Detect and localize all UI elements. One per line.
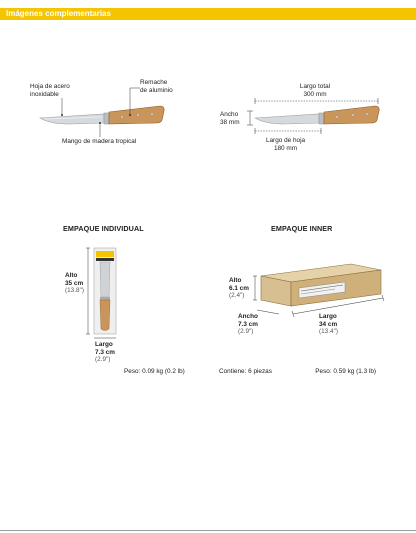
individual-length-label: Largo 7.3 cm (2.9") [95, 341, 115, 363]
inner-contents: Contiene: 6 piezas [219, 368, 272, 375]
rivet-label: Remache de aluminio [140, 79, 173, 94]
individual-pack-title: EMPAQUE INDIVIDUAL [63, 224, 144, 233]
handle-label: Mango de madera tropical [62, 138, 137, 145]
inner-length-label: Largo 34 cm (13.4") [319, 313, 338, 335]
section-title: Imágenes complementarias [6, 9, 111, 18]
footer-divider [0, 530, 416, 531]
width-label: Ancho 38 mm [220, 111, 240, 126]
inner-pack-title: EMPAQUE INNER [271, 224, 333, 233]
inner-weight: Peso: 0.59 kg (1.3 lb) [315, 368, 376, 375]
inner-height-label: Alto 6.1 cm (2.4") [229, 277, 249, 299]
individual-height-label: Alto 35 cm (13.8") [65, 272, 84, 294]
individual-weight: Peso: 0.09 kg (0.2 lb) [124, 368, 185, 375]
blade-label: Hoja de acero inoxidable [30, 83, 70, 98]
inner-width-label: Ancho 7.3 cm (2.9") [238, 313, 258, 335]
individual-package-illustration [90, 245, 130, 340]
total-length-label: Largo total 300 mm [299, 83, 331, 98]
blade-length-label: Largo de hoja 180 mm [265, 137, 306, 152]
